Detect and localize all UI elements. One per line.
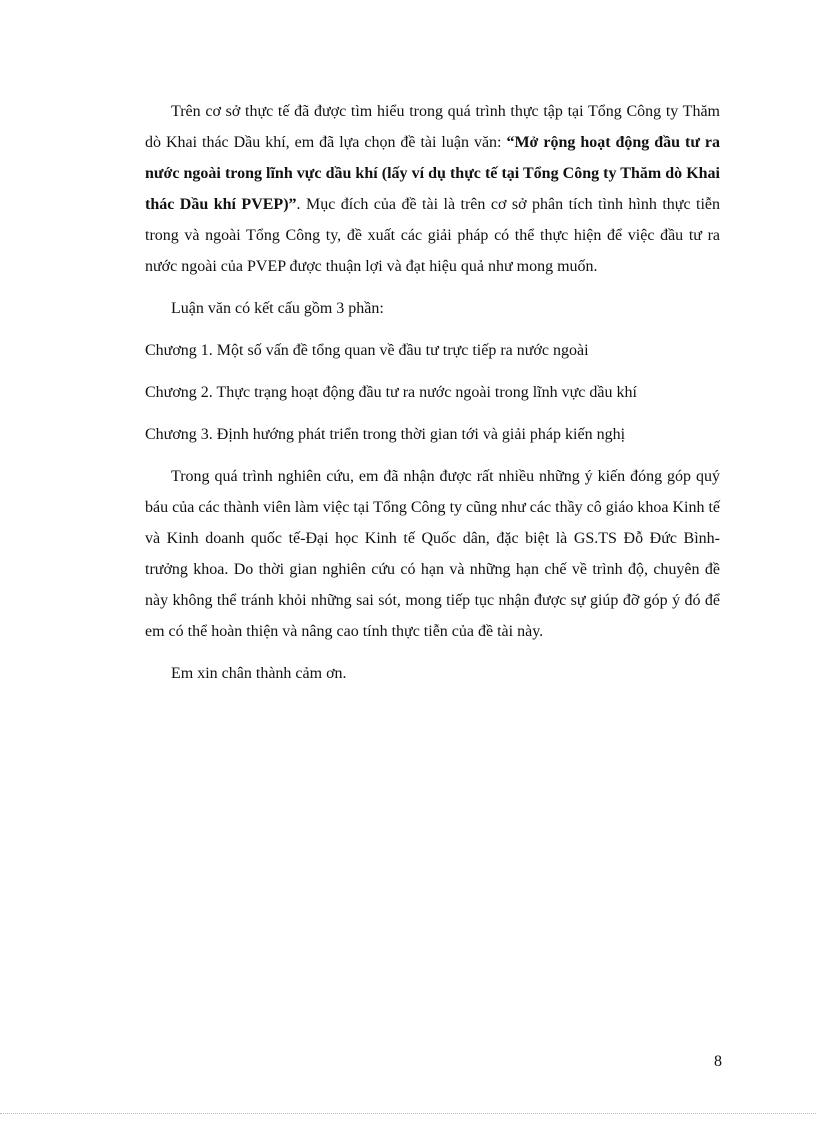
page-bottom-divider bbox=[0, 1113, 816, 1114]
chapter-3-line: Chương 3. Định hướng phát triển trong thời gian tới và giải pháp kiến nghị bbox=[145, 426, 626, 443]
intro-paragraph bbox=[145, 96, 720, 282]
acknowledgement-paragraph: Trong quá trình nghiên cứu, em đã nhận được rất nhiều những ý kiến đóng góp quý báu của các thành viên làm việc tại Tổng Công ty cũng như các thầy cô giáo khoa Kinh tế và Kinh doanh quốc tế-Đại học Kinh tế Quốc dân, đặc biệt là GS.TS Đỗ Đức Bình-trưởng khoa. Do thời gian nghiên cứu có hạn và những hạn chế về trình độ, chuyên đề này không thể tránh khỏi những sai sót, mong tiếp tục nhận được sự giúp đỡ góp ý đó để em có thể hoàn thiện và nâng cao tính thực tiễn của đề tài này. bbox=[145, 468, 720, 640]
thesis-title: “Mở rộng hoạt động đầu tư ra nước ngoài trong lĩnh vực dầu khí (lấy ví dụ thực tế tại Tổng Công ty Thăm dò Khai thác Dầu khí PVEP)” bbox=[145, 134, 721, 213]
structure-intro: Luận văn có kết cấu gồm 3 phần: bbox=[171, 300, 384, 317]
page-number: 8 bbox=[714, 1053, 722, 1070]
chapter-1-line: Chương 1. Một số vấn đề tổng quan về đầu tư trực tiếp ra nước ngoài bbox=[145, 342, 589, 359]
thanks-line: Em xin chân thành cảm ơn. bbox=[171, 665, 347, 682]
page-body bbox=[145, 96, 720, 700]
intro-text-part1: Trên cơ sở thực tế đã được tìm hiểu trong quá trình thực tập tại Tổng Công ty Thăm dò Khai thác Dầu khí, em đã lựa chọn đề tài luận văn: bbox=[145, 103, 720, 151]
chapter-2-line: Chương 2. Thực trạng hoạt động đầu tư ra nước ngoài trong lĩnh vực dầu khí bbox=[145, 384, 637, 401]
intro-text-part2: . Mục đích của đề tài là trên cơ sở phân tích tình hình thực tiễn trong và ngoài Tổng Công ty, đề xuất các giải pháp có thể thực hiện để việc đầu tư ra nước ngoài của PVEP được thuận lợi và đạt hiệu quả như mong muốn. bbox=[145, 196, 721, 275]
